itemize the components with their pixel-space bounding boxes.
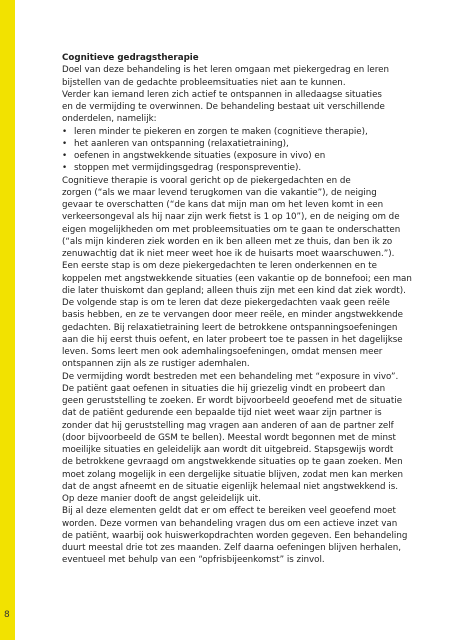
text-line: zonder dat hij geruststelling mag vragen aan anderen of aan de partner zelf bbox=[62, 420, 394, 431]
text-line: koppelen met angstwekkende situaties (een vakantie op de bonnefooi; een man bbox=[62, 273, 412, 284]
text-line: basis hebben, en ze te vervangen door meer reële, en minder angstwekkende bbox=[62, 310, 403, 321]
text-line: De vermijding wordt bestreden met een behandeling met “exposure in vivo”. bbox=[62, 371, 399, 382]
text-line: aan die hij eerst thuis oefent, en later probeert toe te passen in het dagelijkse bbox=[62, 334, 403, 345]
text-line: eigen mogelijkheden om met probleemsituaties om te gaan te onderschatten bbox=[62, 224, 401, 235]
text-line: gedachten. Bij relaxatietraining leert de betrokkene ontspanningsoefeningen bbox=[62, 322, 398, 333]
text-line: verkeersongeval als hij naar zijn werk fietst is 1 op 10”), en de neiging om de bbox=[62, 212, 400, 223]
text-line: De patiënt gaat oefenen in situaties die hij griezelig vindt en probeert dan bbox=[62, 383, 386, 394]
yellow-side-bar bbox=[0, 0, 15, 640]
text-line: leven. Soms leert men ook ademhalingsoefeningen, omdat mensen meer bbox=[62, 347, 383, 357]
text-line: bijstellen van de gedachte probleemsituaties niet aan te kunnen. bbox=[62, 77, 346, 88]
text-line: geen geruststelling te zoeken. Er wordt bijvoorbeeld geoefend met de situatie bbox=[62, 396, 403, 406]
text-line: Op deze manier dooft de angst geleidelijk uit. bbox=[62, 494, 261, 504]
text-line: en de vermijding te overwinnen. De behandeling bestaat uit verschillende bbox=[62, 102, 385, 112]
text-line: Bij al deze elementen geldt dat er om effect te bereiken veel geoefend moet bbox=[62, 506, 396, 517]
text-line: (door bijvoorbeeld de GSM te bellen). Meestal wordt begonnen met de minst bbox=[62, 432, 396, 443]
document-body bbox=[62, 52, 424, 567]
list-item: • het aanleren van ontspanning (relaxatietraining), bbox=[62, 138, 424, 150]
text-line: dat de angst afneemt en de situatie eigenlijk helemaal niet angstwekkend is. bbox=[62, 481, 398, 492]
text-line: zorgen (“als we maar levend terugkomen van die vakantie”), de neiging bbox=[62, 187, 377, 198]
text-line: onderdelen, namelijk: bbox=[62, 114, 157, 125]
text-line: ontspannen zijn als ze rustiger ademhalen. bbox=[62, 359, 250, 370]
intro-paragraph bbox=[62, 64, 424, 125]
treatment-components-list bbox=[62, 126, 424, 175]
list-item: • stoppen met vermijdingsgedrag (responspreventie). bbox=[62, 162, 424, 174]
text-line: zenuwachtig dat ik niet meer weet hoe ik de huisarts moet waarschuwen.”). bbox=[62, 249, 395, 259]
body-text bbox=[62, 175, 424, 567]
list-item: • oefenen in angstwekkende situaties (exposure in vivo) en bbox=[62, 150, 424, 162]
list-item: • leren minder te piekeren en zorgen te maken (cognitieve therapie), bbox=[62, 126, 424, 138]
text-line: Verder kan iemand leren zich actief te ontspannen in alledaagse situaties bbox=[62, 89, 382, 100]
text-line: gevaar te overschatten (“de kans dat mijn man om het leven komt in een bbox=[62, 200, 384, 210]
text-line: Cognitieve therapie is vooral gericht op de piekergedachten en de bbox=[62, 175, 351, 186]
text-line: De volgende stap is om te leren dat deze piekergedachten vaak geen reële bbox=[62, 298, 390, 308]
page-number: 8 bbox=[4, 610, 10, 620]
text-line: eventueel met behulp van een “opfrisbijeenkomst” is zinvol. bbox=[62, 555, 325, 566]
text-line: duurt meestal drie tot zes maanden. Zelf daarna oefeningen blijven herhalen, bbox=[62, 543, 401, 553]
text-line: de patiënt, waarbij ook huiswerkopdrachten worden gegeven. Een behandeling bbox=[62, 530, 408, 541]
text-line: de betrokkene gevraagd om angstwekkende situaties op te gaan zoeken. Men bbox=[62, 457, 403, 468]
text-line: moet zolang mogelijk in een dergelijke situatie blijven, zodat men kan merken bbox=[62, 469, 403, 480]
text-line: (“als mijn kinderen ziek worden en ik ben alleen met ze thuis, dan ben ik zo bbox=[62, 236, 393, 247]
section-heading: Cognitieve gedragstherapie bbox=[62, 53, 199, 63]
text-line: moeilijke situaties en geleidelijk aan wordt dit uitgebreid. Stapsgewijs wordt bbox=[62, 445, 394, 455]
text-line: Doel van deze behandeling is het leren omgaan met piekergedrag en leren bbox=[62, 65, 390, 76]
text-line: dat de patiënt gedurende een bepaalde tijd niet weet waar zijn partner is bbox=[62, 408, 382, 419]
text-line: die later thuiskomt dan gepland; alleen thuis zijn met een kind dat ziek wordt). bbox=[62, 285, 406, 296]
text-line: worden. Deze vormen van behandeling vragen dus om een actieve inzet van bbox=[62, 518, 398, 529]
text-line: Een eerste stap is om deze piekergedachten te leren onderkennen en te bbox=[62, 261, 378, 272]
